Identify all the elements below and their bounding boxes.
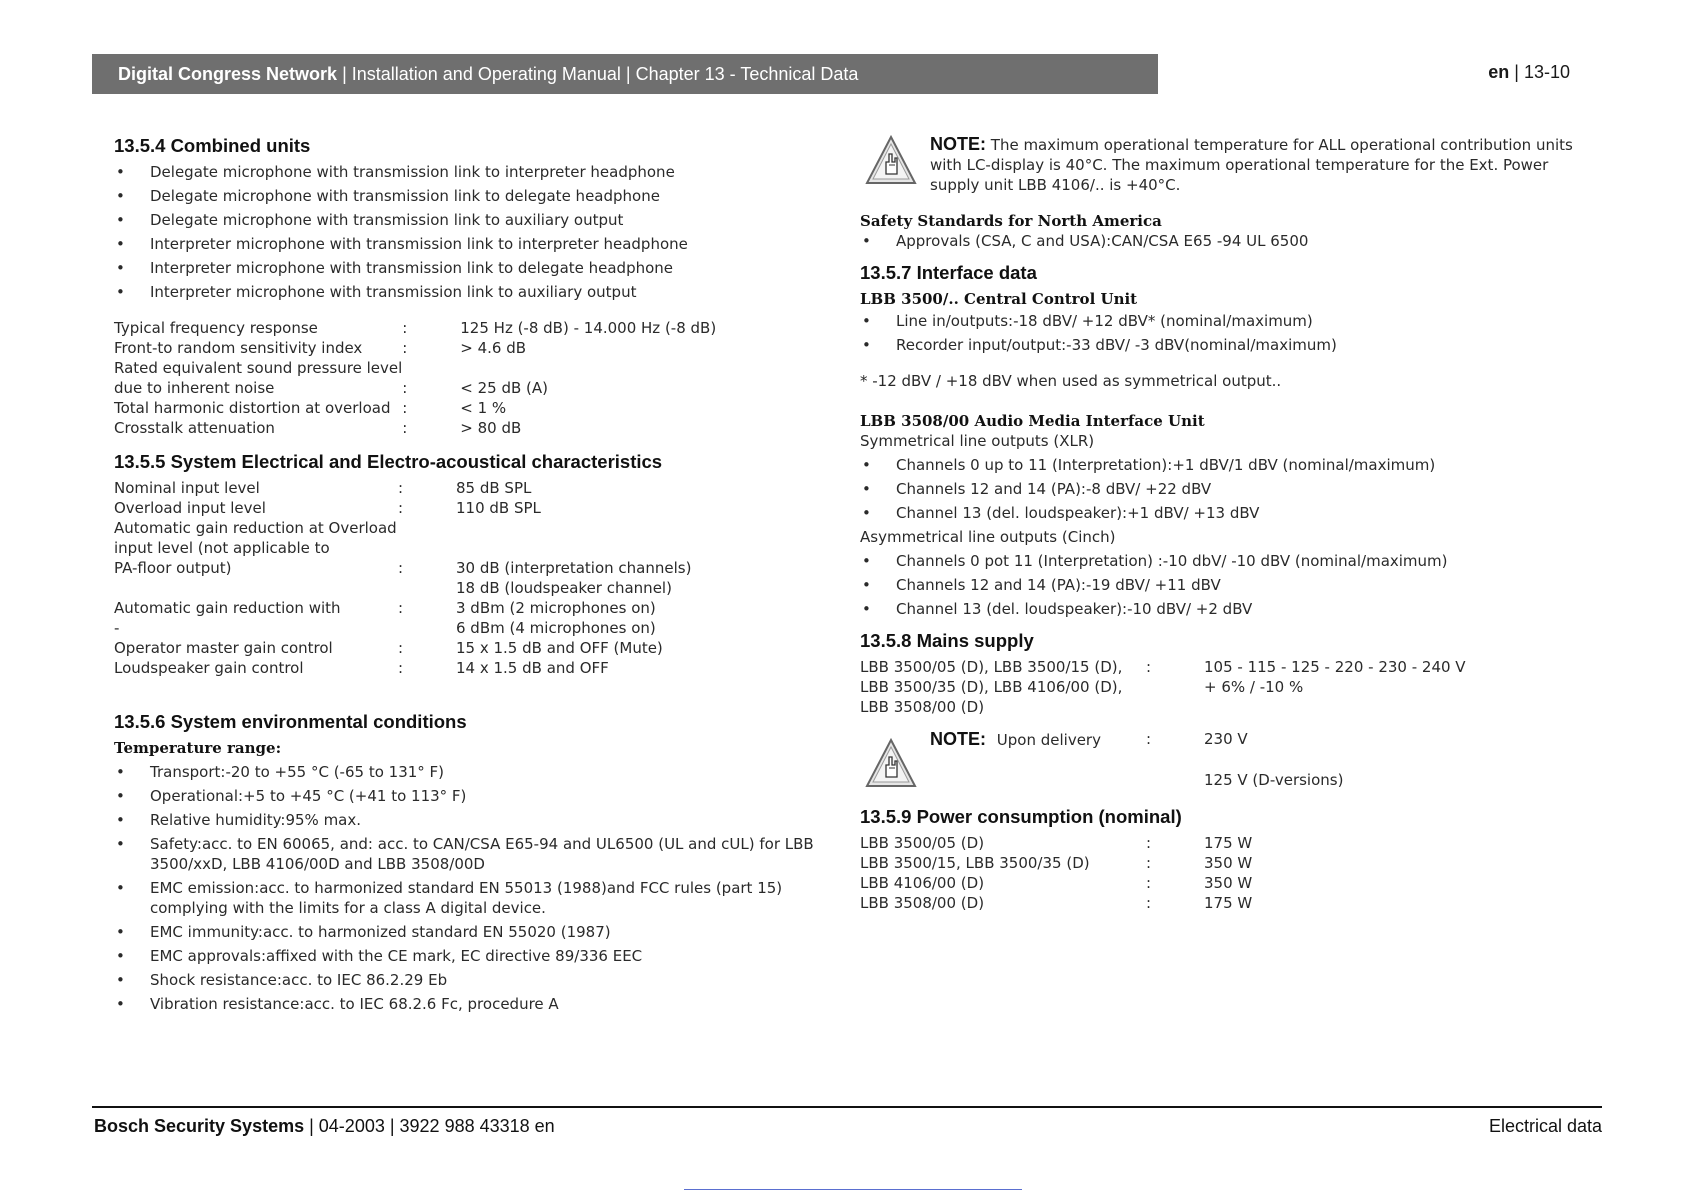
spec-colon: : [398, 659, 404, 677]
list-item: • Safety:acc. to EN 60065, and: acc. to CAN/CSA E65-94 and UL6500 (UL and cUL) for LBB 3500/xxD, LBB 4106/00D and LBB 3508/00D [114, 834, 844, 874]
section-heading-combined-units: 13.5.4 Combined units [114, 135, 311, 156]
spec-value: 6 dBm (4 microphones on) [456, 619, 656, 637]
document-title: Digital Congress Network [118, 64, 338, 84]
footer-info [94, 1116, 555, 1137]
spec-key: due to inherent noise [114, 379, 275, 397]
spec-colon: : [398, 479, 404, 497]
spec-colon [398, 518, 456, 538]
page-header-bar [92, 54, 1158, 94]
spec-key: Automatic gain reduction with [114, 599, 341, 617]
spec-colon: : [402, 399, 408, 417]
table-row [860, 893, 1252, 913]
section-heading-system-electrical: 13.5.5 System Electrical and Electro-acoustical characteristics [114, 451, 663, 472]
table-row [930, 750, 1343, 790]
footer-company: Bosch Security Systems [94, 1116, 305, 1136]
spec-colon: : [402, 339, 408, 357]
table-row [114, 318, 716, 338]
spec-colon: : [398, 499, 404, 517]
spec-key: Rated equivalent sound pressure level [114, 359, 403, 377]
spec-value: 350 W [1204, 854, 1253, 872]
list-item: • Channel 13 (del. loudspeaker):+1 dBV/ +13 dBV [860, 503, 1580, 523]
list-item: • Channels 0 pot 11 (Interpretation) :-10 dbV/ -10 dBV (nominal/maximum) [860, 551, 1580, 571]
audio-media-interface-heading: LBB 3508/00 Audio Media Interface Unit [860, 412, 1205, 430]
page-number [1488, 62, 1570, 83]
spec-key: LBB 3508/00 (D) [860, 698, 985, 716]
spec-colon: : [402, 319, 408, 337]
spec-colon: : [402, 419, 408, 437]
document-subtitle: | Installation and Operating Manual | Chapter 13 - Technical Data [342, 64, 859, 84]
list-item: • Channels 0 up to 11 (Interpretation):+1 dBV/1 dBV (nominal/maximum) [860, 455, 1580, 475]
list-item: • Relative humidity:95% max. [114, 810, 844, 830]
spec-key: LBB 3500/15, LBB 3500/35 (D) [860, 854, 1090, 872]
spec-value: 3 dBm (2 microphones on) [456, 599, 656, 617]
table-row [114, 638, 691, 658]
spec-value: 14 x 1.5 dB and OFF [456, 659, 609, 677]
table-row [860, 677, 1466, 697]
spec-colon [398, 538, 456, 558]
combined-units-spec-table [114, 318, 716, 438]
table-row [114, 618, 691, 638]
table-row [860, 833, 1252, 853]
warning-hand-icon [860, 729, 930, 793]
list-item: • Transport:-20 to +55 °C (-65 to 131° F) [114, 762, 844, 782]
spec-value: 105 - 115 - 125 - 220 - 230 - 240 V [1204, 658, 1466, 676]
table-row [114, 518, 691, 538]
note-label: NOTE: [930, 729, 986, 749]
spec-value [460, 358, 716, 378]
list-item: • Operational:+5 to +45 °C (+41 to 113° F) [114, 786, 844, 806]
temperature-range-label: Temperature range: [114, 739, 282, 757]
safety-standards-list [860, 231, 1580, 251]
spec-key: LBB 3500/05 (D) [860, 834, 985, 852]
spec-colon: : [1146, 894, 1152, 912]
left-column [114, 134, 844, 1018]
spec-value [456, 538, 691, 558]
spec-colon: : [402, 379, 408, 397]
spec-colon [398, 578, 456, 598]
section-heading-power-consumption: 13.5.9 Power consumption (nominal) [860, 806, 1182, 827]
spec-colon: : [1146, 658, 1152, 676]
spec-value [1204, 697, 1466, 717]
table-row [114, 418, 716, 438]
symmetrical-outputs-label: Symmetrical line outputs (XLR) [860, 432, 1095, 450]
spec-value: 30 dB (interpretation channels) [456, 559, 692, 577]
spec-key: LBB 3500/05 (D), LBB 3500/15 (D), [860, 658, 1123, 676]
spec-colon: : [1146, 874, 1152, 892]
spec-value: 175 W [1204, 834, 1253, 852]
section-heading-environmental: 13.5.6 System environmental conditions [114, 711, 467, 732]
spec-colon [398, 618, 456, 638]
spec-value: > 80 dB [460, 419, 522, 437]
list-item: • Interpreter microphone with transmission link to auxiliary output [114, 282, 844, 302]
spec-value: 110 dB SPL [456, 499, 541, 517]
spec-value: 230 V [1204, 730, 1248, 748]
table-row [114, 398, 716, 418]
spec-colon: : [1146, 834, 1152, 852]
spec-value: 125 Hz (-8 dB) - 14.000 Hz (-8 dB) [460, 319, 717, 337]
table-row [114, 658, 691, 678]
spec-key: Crosstalk attenuation [114, 419, 275, 437]
spec-key: PA-floor output) [114, 559, 232, 577]
list-item: • EMC immunity:acc. to harmonized standard EN 55020 (1987) [114, 922, 844, 942]
list-item: • EMC approvals:affixed with the CE mark, EC directive 89/336 EEC [114, 946, 844, 966]
list-item: • Delegate microphone with transmission link to delegate headphone [114, 186, 844, 206]
mains-supply-spec-table [860, 657, 1466, 717]
spec-colon: : [1146, 854, 1152, 872]
spec-key: LBB 4106/00 (D) [860, 874, 985, 892]
spec-value: + 6% / -10 % [1204, 678, 1304, 696]
spec-value: < 25 dB (A) [460, 379, 549, 397]
note-upon-delivery [860, 729, 1580, 793]
list-item: • Approvals (CSA, C and USA):CAN/CSA E65 -94 UL 6500 [860, 231, 1580, 251]
warning-hand-icon [860, 134, 930, 190]
table-row [860, 853, 1252, 873]
spec-value: 125 V (D-versions) [1204, 771, 1344, 789]
list-item: • Delegate microphone with transmission link to interpreter headphone [114, 162, 844, 182]
spec-key: Automatic gain reduction at Overload [114, 519, 397, 537]
table-row [114, 378, 716, 398]
table-row [114, 558, 691, 578]
spec-key: Total harmonic distortion at overload [114, 399, 391, 417]
table-row [860, 697, 1466, 717]
table-row [114, 338, 716, 358]
footnote: * -12 dBV / +18 dBV when used as symmetrical output.. [860, 372, 1282, 390]
spec-value: > 4.6 dB [460, 339, 527, 357]
table-row [114, 598, 691, 618]
spec-colon: : [1146, 730, 1152, 748]
list-item: • Shock resistance:acc. to IEC 86.2.29 Eb [114, 970, 844, 990]
spec-colon [1146, 697, 1204, 717]
table-row [114, 358, 716, 378]
safety-standards-heading: Safety Standards for North America [860, 212, 1162, 230]
note-key: Upon delivery [996, 731, 1101, 749]
spec-key: LBB 3500/35 (D), LBB 4106/00 (D), [860, 678, 1123, 696]
spec-key: Loudspeaker gain control [114, 659, 304, 677]
spec-value: 175 W [1204, 894, 1253, 912]
upon-delivery-table [930, 729, 1343, 790]
footer-divider [92, 1106, 1602, 1108]
spec-key: Typical frequency response [114, 319, 318, 337]
asymmetrical-outputs-list [860, 551, 1580, 619]
spec-value: 18 dB (loudspeaker channel) [456, 579, 672, 597]
list-item: • Channel 13 (del. loudspeaker):-10 dBV/ +2 dBV [860, 599, 1580, 619]
environmental-list [114, 762, 844, 1014]
note-text: The maximum operational temperature for ALL operational contribution units with LC-display is 40°C. The maximum operational temperature for the Ext. Power supply unit LBB 4106/.. is +40°C. [930, 136, 1573, 194]
spec-key: LBB 3508/00 (D) [860, 894, 985, 912]
list-item: • Delegate microphone with transmission link to auxiliary output [114, 210, 844, 230]
spec-key: - [114, 619, 120, 637]
language-code: en [1488, 62, 1510, 82]
asymmetrical-outputs-label: Asymmetrical line outputs (Cinch) [860, 528, 1116, 546]
system-electrical-spec-table [114, 478, 691, 678]
central-control-unit-list [860, 311, 1580, 355]
spec-key: input level (not applicable to [114, 539, 330, 557]
note-label: NOTE: [930, 134, 986, 154]
spec-key [114, 578, 398, 598]
combined-units-list [114, 162, 844, 302]
spec-value: < 1 % [460, 399, 507, 417]
list-item: • Interpreter microphone with transmission link to delegate headphone [114, 258, 844, 278]
table-row [114, 498, 691, 518]
list-item: • Line in/outputs:-18 dBV/ +12 dBV* (nominal/maximum) [860, 311, 1580, 331]
spec-key: Front-to random sensitivity index [114, 339, 363, 357]
spec-colon: : [398, 559, 404, 577]
spec-key: Nominal input level [114, 479, 260, 497]
spec-value: 15 x 1.5 dB and OFF (Mute) [456, 639, 663, 657]
power-consumption-spec-table [860, 833, 1252, 913]
list-item: • Vibration resistance:acc. to IEC 68.2.6 Fc, procedure A [114, 994, 844, 1014]
spec-value: 85 dB SPL [456, 479, 532, 497]
page-label: | 13-10 [1514, 62, 1570, 82]
spec-colon: : [398, 639, 404, 657]
table-row [930, 729, 1343, 750]
note-temperature [860, 134, 1580, 195]
spec-key: Operator master gain control [114, 639, 333, 657]
list-item: • Channels 12 and 14 (PA):-8 dBV/ +22 dBV [860, 479, 1580, 499]
table-row [860, 657, 1466, 677]
spec-colon: : [398, 599, 404, 617]
list-item: • Recorder input/output:-33 dBV/ -3 dBV(nominal/maximum) [860, 335, 1580, 355]
spec-key: Overload input level [114, 499, 266, 517]
footer-doc-info: | 04-2003 | 3922 988 43318 en [309, 1116, 555, 1136]
footer-section-name: Electrical data [1488, 1116, 1602, 1136]
spec-colon [402, 358, 460, 378]
table-row [860, 873, 1252, 893]
list-item: • Interpreter microphone with transmission link to interpreter headphone [114, 234, 844, 254]
table-row [114, 538, 691, 558]
table-row [114, 578, 691, 598]
symmetrical-outputs-list [860, 455, 1580, 523]
section-heading-mains-supply: 13.5.8 Mains supply [860, 630, 1034, 651]
spec-colon [1146, 677, 1204, 697]
list-item: • EMC emission:acc. to harmonized standard EN 55013 (1988)and FCC rules (part 15) complying with the limits for a class A digital device. [114, 878, 844, 918]
spec-value: 350 W [1204, 874, 1253, 892]
table-row [114, 478, 691, 498]
list-item: • Channels 12 and 14 (PA):-19 dBV/ +11 dBV [860, 575, 1580, 595]
spec-value [456, 518, 691, 538]
central-control-unit-heading: LBB 3500/.. Central Control Unit [860, 290, 1138, 308]
right-column [860, 134, 1580, 913]
section-heading-interface-data: 13.5.7 Interface data [860, 262, 1037, 283]
